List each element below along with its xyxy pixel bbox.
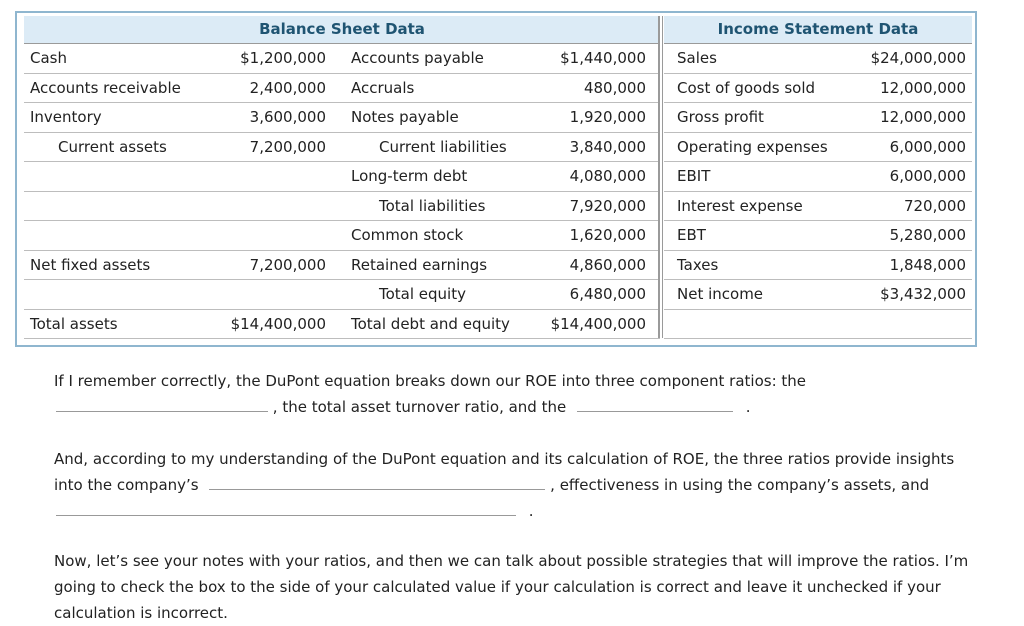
bs-a-value: 7,200,000 — [249, 255, 326, 274]
bs-l-value: 1,620,000 — [569, 226, 646, 244]
bs-a-value: $1,200,000 — [240, 49, 326, 67]
income-statement-row — [664, 162, 972, 192]
paragraph-3-text-a: Now, let’s see your notes with your ratios, and then we can talk about possible strategies that will improve the ratios. I’m — [54, 552, 969, 570]
bs-l-label: Retained earnings — [351, 255, 488, 274]
paragraph-3-text-c: calculation is incorrect. — [54, 604, 228, 622]
bs-a-value: $14,400,000 — [230, 314, 326, 333]
bs-a-label: Inventory — [30, 108, 102, 126]
income-statement-row — [664, 221, 972, 251]
bs-l-value: 3,840,000 — [569, 137, 646, 156]
is-label: EBT — [677, 226, 706, 244]
is-value: 6,000,000 — [889, 137, 966, 156]
balance-sheet-table — [24, 16, 660, 339]
bs-l-label: Current liabilities — [379, 137, 507, 156]
paragraph-1-text-a: If I remember correctly, the DuPont equation breaks down our ROE into three component ratios: the — [54, 372, 807, 390]
blank-component-ratio-1[interactable] — [56, 397, 268, 412]
bs-a-label: Cash — [30, 49, 67, 67]
income-statement-empty-row — [664, 310, 972, 340]
bs-l-value: 4,080,000 — [569, 167, 646, 185]
balance-sheet-header — [24, 16, 660, 44]
is-label: Sales — [677, 49, 717, 67]
is-label: EBIT — [677, 167, 711, 185]
is-value: $3,432,000 — [880, 285, 966, 303]
table-divider — [658, 16, 660, 338]
paragraph-1-text-c: . — [745, 398, 751, 416]
income-statement-row — [664, 280, 972, 310]
bs-l-label: Long-term debt — [351, 167, 468, 185]
blank-insight-1[interactable] — [209, 475, 545, 490]
bs-l-label: Total liabilities — [379, 196, 486, 215]
bs-a-label: Current assets — [58, 137, 167, 156]
bs-a-label: Net fixed assets — [30, 255, 151, 274]
bs-l-value: 480,000 — [583, 78, 646, 97]
balance-sheet-row — [24, 280, 660, 310]
paragraph-2-text-c: , effectiveness in using the company’s assets, and — [550, 476, 930, 494]
balance-sheet-row — [24, 251, 660, 281]
bs-l-label: Total equity — [379, 285, 466, 303]
paragraph-2-text-b: into the company’s — [54, 476, 199, 494]
is-label: Net income — [677, 285, 764, 303]
paragraph-2-text-d: . — [528, 502, 534, 520]
bs-l-label: Common stock — [351, 226, 464, 244]
is-value: 720,000 — [903, 196, 966, 215]
bs-l-label: Accruals — [351, 78, 415, 97]
income-statement-row — [664, 133, 972, 163]
balance-sheet-row — [24, 162, 660, 192]
balance-sheet-row — [24, 44, 660, 74]
balance-sheet-title: Balance Sheet Data — [259, 20, 425, 38]
bs-l-label: Total debt and equity — [351, 314, 510, 333]
bs-l-value: $1,440,000 — [560, 49, 646, 67]
paragraph-2 — [54, 446, 954, 524]
bs-a-label: Total assets — [30, 314, 118, 333]
is-label: Operating expenses — [677, 137, 828, 156]
paragraph-2-text-a: And, according to my understanding of the DuPont equation and its calculation of ROE, the three ratios provide insights — [54, 450, 955, 468]
balance-sheet-row — [24, 192, 660, 222]
bs-l-value: 7,920,000 — [569, 196, 646, 215]
is-label: Gross profit — [677, 108, 764, 126]
blank-component-ratio-3[interactable] — [577, 397, 733, 412]
bs-a-value: 3,600,000 — [249, 108, 326, 126]
paragraph-1 — [54, 368, 806, 420]
bs-l-value: 1,920,000 — [569, 108, 646, 126]
income-statement-row — [664, 251, 972, 281]
is-value: 1,848,000 — [889, 255, 966, 274]
bs-l-value: $14,400,000 — [550, 314, 646, 333]
income-statement-row — [664, 103, 972, 133]
income-statement-row — [664, 74, 972, 104]
income-statement-title: Income Statement Data — [717, 20, 919, 38]
table-divider — [662, 16, 663, 338]
paragraph-3 — [54, 548, 968, 626]
income-statement-row — [664, 192, 972, 222]
is-value: 6,000,000 — [889, 167, 966, 185]
is-label: Taxes — [677, 255, 719, 274]
balance-sheet-row — [24, 310, 660, 340]
paragraph-1-text-b: , the total asset turnover ratio, and the — [272, 398, 567, 416]
balance-sheet-row — [24, 74, 660, 104]
paragraph-3-text-b: going to check the box to the side of your calculated value if your calculation is correct and leave it unchecked if your — [54, 578, 941, 596]
income-statement-table — [664, 16, 972, 339]
bs-l-value: 4,860,000 — [569, 255, 646, 274]
is-value: 12,000,000 — [880, 78, 966, 97]
balance-sheet-row — [24, 133, 660, 163]
income-statement-header — [664, 16, 972, 44]
bs-l-value: 6,480,000 — [569, 285, 646, 303]
is-value: 5,280,000 — [889, 226, 966, 244]
income-statement-row — [664, 44, 972, 74]
bs-l-label: Notes payable — [351, 108, 459, 126]
balance-sheet-row — [24, 103, 660, 133]
balance-sheet-row — [24, 221, 660, 251]
is-value: 12,000,000 — [880, 108, 966, 126]
is-label: Interest expense — [677, 196, 803, 215]
blank-insight-3[interactable] — [56, 501, 516, 516]
bs-a-value: 7,200,000 — [249, 137, 326, 156]
bs-a-value: 2,400,000 — [249, 78, 326, 97]
bs-l-label: Accounts payable — [351, 49, 484, 67]
is-value: $24,000,000 — [870, 49, 966, 67]
is-label: Cost of goods sold — [677, 78, 816, 97]
bs-a-label: Accounts receivable — [30, 78, 181, 97]
